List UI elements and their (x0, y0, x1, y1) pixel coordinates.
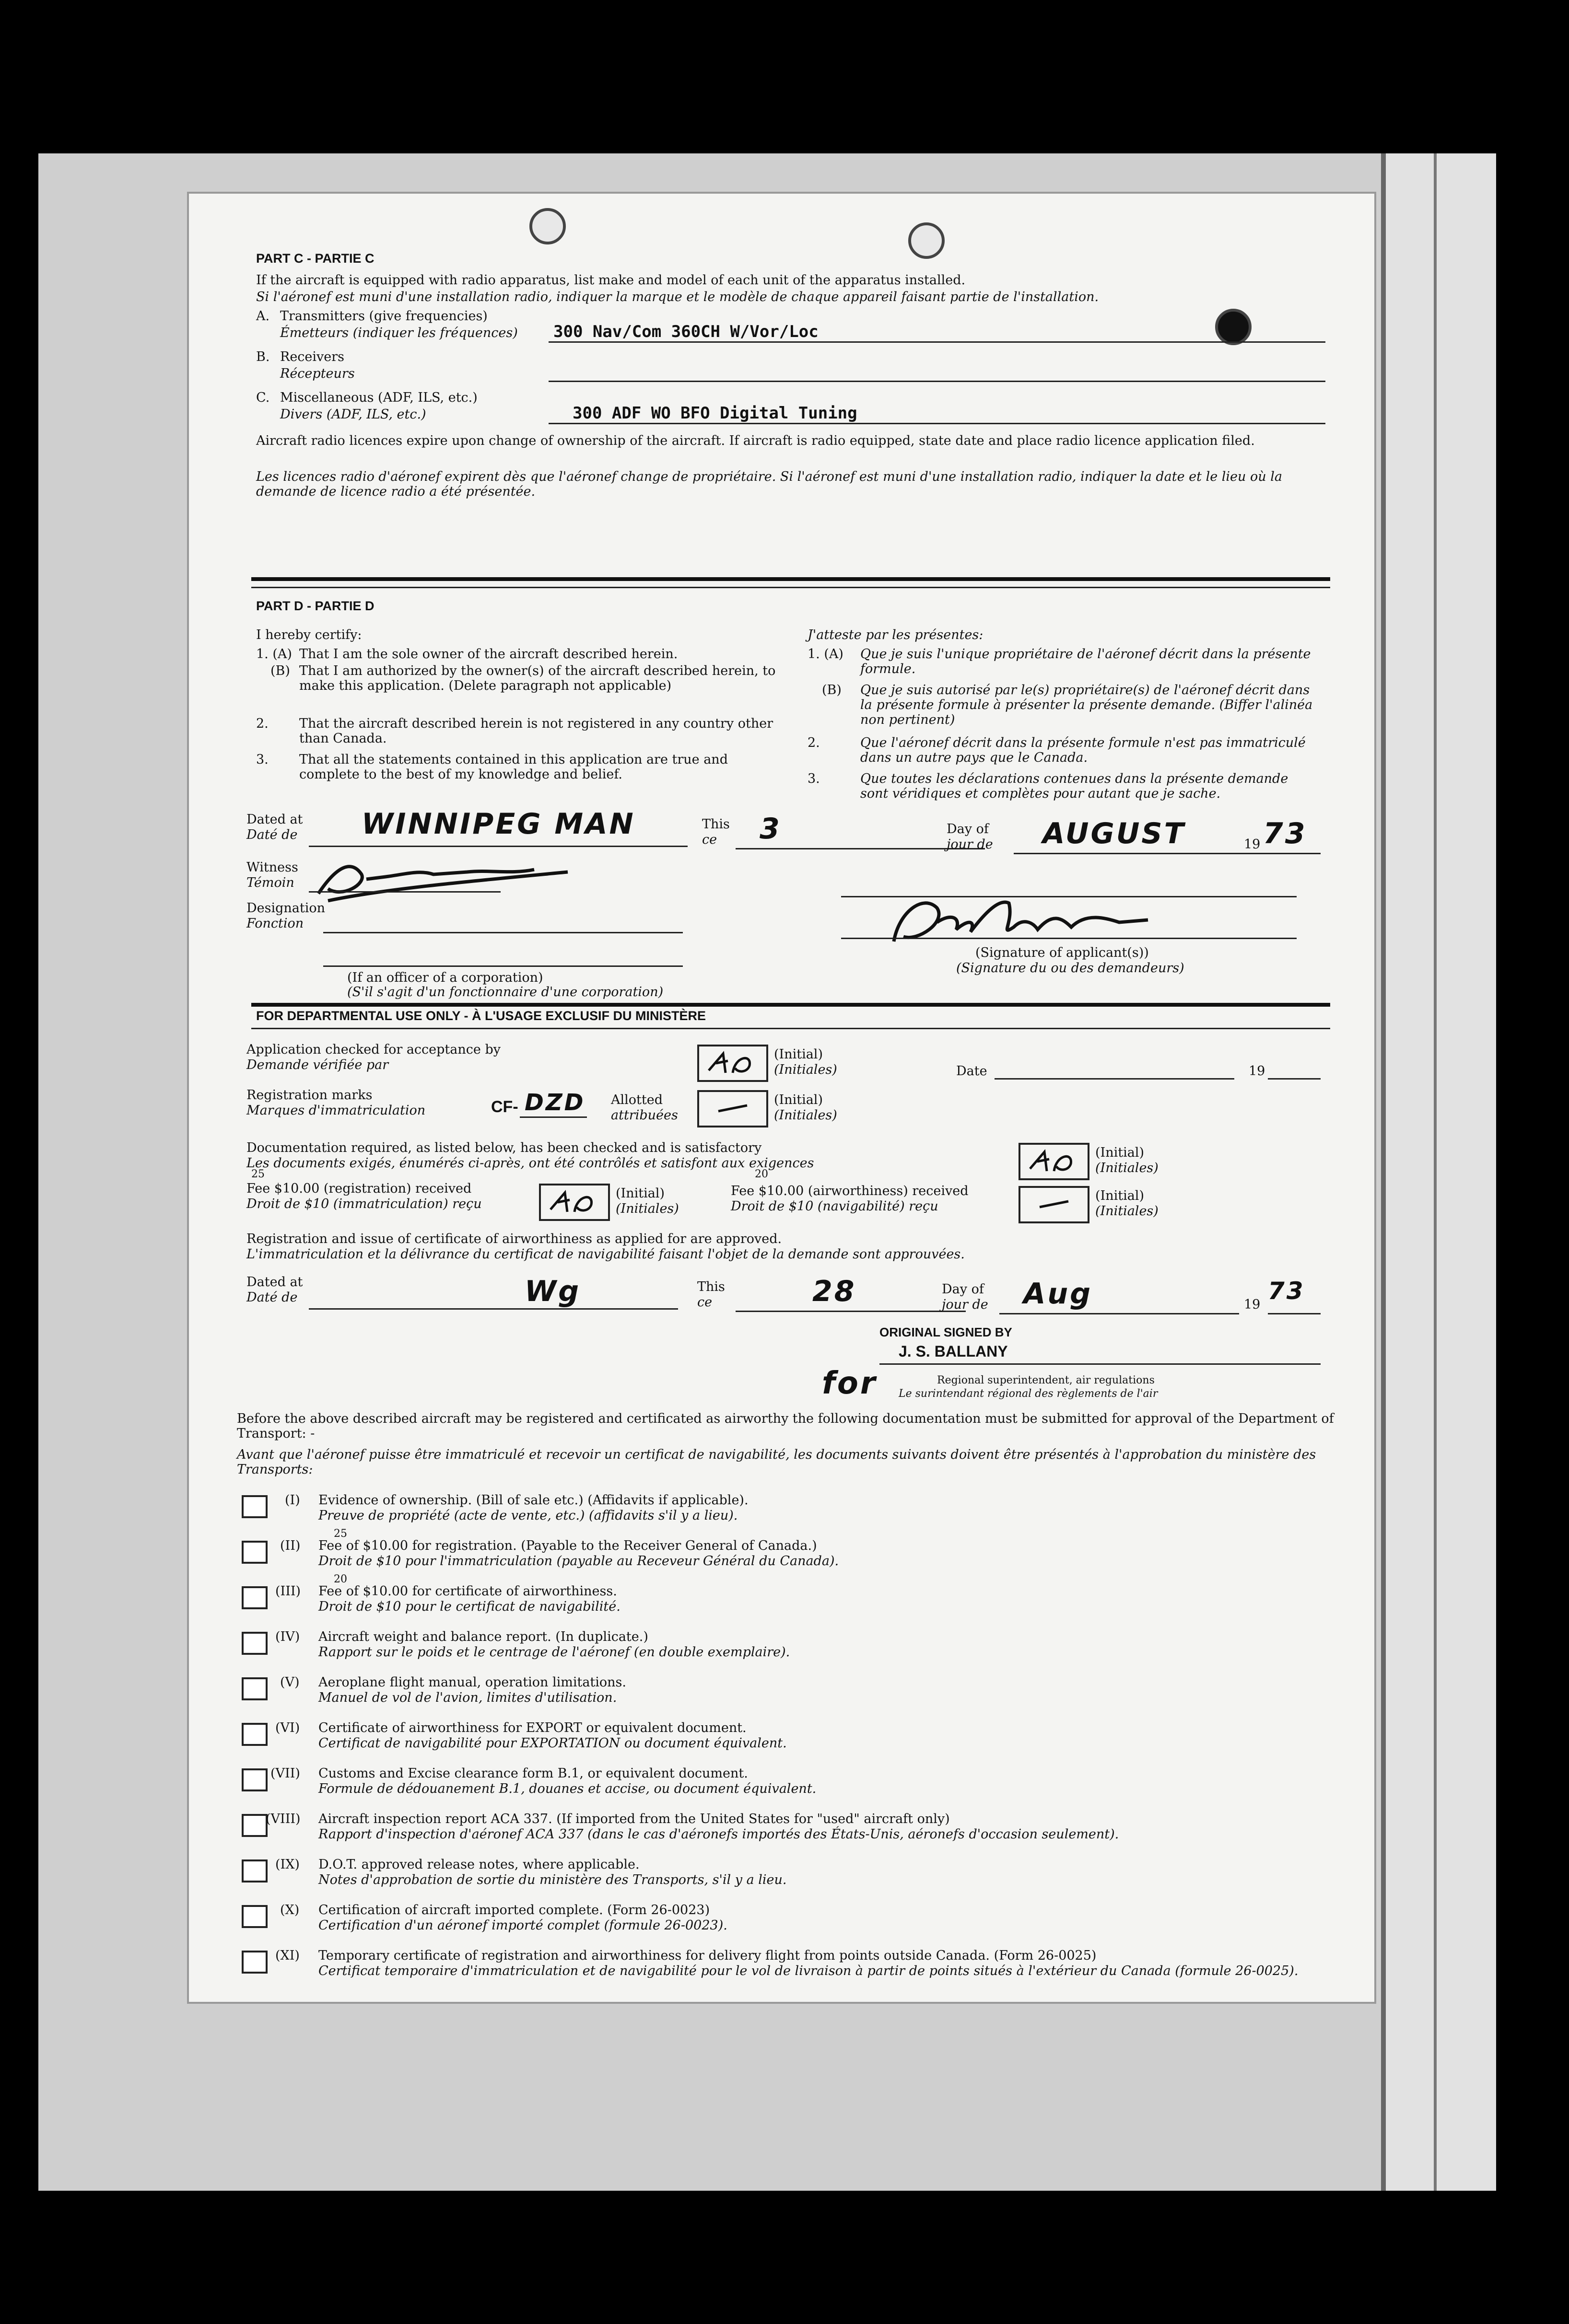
doc-en-viii: Aircraft inspection report ACA 337. (If imported from the United States for "used" aircraft only) (318, 1812, 950, 1826)
initial-label-en: (Initial) (774, 1092, 823, 1107)
cert-fr-1: Que je suis l'unique propriétaire de l'aéronef décrit dans la présente formule. (860, 647, 1311, 676)
transmitters-label-fr: Émetteurs (indiquer les fréquences) (280, 325, 518, 340)
doc-en-iii: Fee of $10.00 for certificate of airworthiness. (318, 1584, 617, 1599)
designation-label-en: Designation (246, 901, 326, 916)
fee-reg-label-en: Fee $10.00 (registration) received (246, 1181, 472, 1196)
misc-value: 300 ADF WO BFO Digital Tuning (573, 404, 857, 423)
doc-checkbox-v[interactable] (242, 1677, 268, 1700)
reg-prefix: CF- (491, 1098, 518, 1116)
dept-dated-at-fr: Daté de (246, 1290, 298, 1305)
year-prefix: 19 (1244, 837, 1261, 852)
fee-air-label-fr: Droit de $10 (navigabilité) reçu (731, 1199, 938, 1214)
initial-label-fr: (Initiales) (616, 1201, 679, 1216)
dept-dated-at-value: Wg (525, 1275, 581, 1308)
doc-en-ii: Fee of $10.00 for registration. (Payable to the Receiver General of Canada.) (318, 1538, 817, 1553)
receivers-label-fr: Récepteurs (280, 366, 355, 381)
initial-label-fr: (Initiales) (1095, 1204, 1159, 1219)
doc-en-vi: Certificate of airworthiness for EXPORT or equivalent document. (318, 1720, 747, 1735)
month-underline (1014, 853, 1263, 854)
doc-num-viii: (VIII) (266, 1812, 301, 1826)
date-year-underline (1268, 1078, 1321, 1080)
dept-day-of-en: Day of (942, 1282, 984, 1297)
receivers-letter: B. (256, 349, 270, 364)
approval-fr: L'immatriculation et la délivrance du certificat de navigabilité faisant l'objet de la demande sont approuvées. (246, 1247, 965, 1262)
cert-fr-2: Que l'aéronef décrit dans la présente formule n'est pas immatriculé dans un autre pays que le Canada. (860, 735, 1306, 765)
misc-underline (549, 423, 1325, 424)
doc-en-v: Aeroplane flight manual, operation limitations. (318, 1675, 626, 1690)
fee-iii-handwritten: 20 (334, 1573, 347, 1585)
doc-fr-v: Manuel de vol de l'avion, limites d'utilisation. (318, 1690, 617, 1705)
cert-en-2: That the aircraft described herein is not registered in any country other than Canada. (299, 716, 773, 746)
doc-checkbox-iii[interactable] (242, 1586, 268, 1609)
designation-underline-2 (323, 965, 683, 967)
cert-fr-2-num: 2. (808, 735, 820, 750)
signature-underline (841, 938, 1297, 939)
date-underline (995, 1078, 1234, 1080)
initial-label-en: (Initial) (774, 1047, 823, 1062)
cert-fr-1-num: 1. (A) (808, 647, 843, 662)
docs-intro-en: Before the above described aircraft may be registered and certificated as airworthy the following documentation must be submitted for approval of the Department of Transport: - (237, 1411, 1334, 1441)
punch-hole (529, 208, 566, 244)
doc-en-i: Evidence of ownership. (Bill of sale etc.) (Affidavits if applicable). (318, 1493, 749, 1508)
application-form-page (187, 192, 1376, 2004)
initials-handwriting (541, 1185, 608, 1219)
doc-num-ii: (II) (280, 1538, 301, 1553)
stamp-underline (879, 1363, 1321, 1365)
witness-label-en: Witness (246, 860, 298, 875)
dated-at-underline (309, 846, 688, 847)
cert-en-1b: That I am authorized by the owner(s) of the aircraft described herein, to make this application. (Delete paragraph not applicable) (299, 663, 776, 693)
section-divider (251, 1003, 1330, 1007)
witness-signature (309, 855, 577, 908)
dept-dated-at-underline (309, 1308, 678, 1310)
section-divider-thin (251, 587, 1330, 588)
fee-air-handwritten: 20 (755, 1168, 768, 1180)
date-year-prefix: 19 (1249, 1064, 1265, 1079)
dept-year-prefix: 19 (1244, 1297, 1261, 1312)
reg-underline (520, 1116, 587, 1118)
cert-en-2-num: 2. (256, 716, 269, 731)
doc-num-iv: (IV) (275, 1629, 300, 1644)
doc-num-v: (V) (280, 1675, 300, 1690)
doc-num-x: (X) (280, 1903, 300, 1917)
section-divider (251, 577, 1330, 581)
doc-initial-box (1019, 1143, 1089, 1180)
dept-heading-underline (251, 1028, 1330, 1029)
dept-day-of-fr: jour de (942, 1297, 988, 1312)
doc-en-iv: Aircraft weight and balance report. (In duplicate.) (318, 1629, 648, 1644)
certify-en: I hereby certify: (256, 627, 362, 642)
doc-checkbox-i[interactable] (242, 1495, 268, 1518)
year-value: 73 (1263, 817, 1307, 850)
cert-fr-1b: Que je suis autorisé par le(s) propriétaire(s) de l'aéronef décrit dans la présente formule à présenter la présente demande. (Biffer l'alinéa non pertinent) (860, 683, 1313, 727)
month-value: AUGUST (1042, 817, 1186, 850)
app-checked-initial-box (697, 1045, 768, 1082)
certify-fr: J'atteste par les présentes: (808, 627, 984, 642)
doc-en-vii: Customs and Excise clearance form B.1, or equivalent document. (318, 1766, 748, 1781)
misc-label-fr: Divers (ADF, ILS, etc.) (280, 407, 426, 422)
day-of-label-fr: jour de (947, 837, 993, 852)
allotted-initial-box (697, 1090, 768, 1127)
doc-en-xi: Temporary certificate of registration and airworthiness for delivery flight from points outside Canada. (Form 26-0025) (318, 1948, 1097, 1963)
misc-letter: C. (256, 390, 270, 405)
this-value: 3 (760, 812, 782, 846)
scan-edge-line (1434, 153, 1437, 2191)
stamp-signer-name: J. S. BALLANY (899, 1343, 1008, 1360)
initial-label-en: (Initial) (1095, 1188, 1144, 1203)
approval-en: Registration and issue of certificate of airworthiness as applied for are approved. (246, 1232, 782, 1246)
dated-at-value: WINNIPEG MAN (362, 807, 635, 841)
doc-fr-i: Preuve de propriété (acte de vente, etc.) (affidavits s'il y a lieu). (318, 1508, 738, 1523)
doc-required-fr: Les documents exigés, énumérés ci-après, ont été contrôlés et satisfont aux exigences (246, 1156, 814, 1171)
licence-note-fr: Les licences radio d'aéronef expirent dès que l'aéronef change de propriétaire. Si l'aéronef est muni d'une installation radio, indiquer la date et le lieu où la demande de licence radio a été présentée. (256, 469, 1282, 499)
app-checked-label-en: Application checked for acceptance by (246, 1042, 501, 1057)
doc-checkbox-vii[interactable] (242, 1768, 268, 1791)
witness-label-fr: Témoin (246, 875, 294, 890)
doc-num-xi: (XI) (275, 1948, 300, 1963)
signature-caption-en: (Signature of applicant(s)) (975, 945, 1149, 960)
doc-num-iii: (III) (275, 1584, 301, 1599)
date-label: Date (956, 1064, 987, 1079)
dated-at-label-en: Dated at (246, 812, 303, 827)
year-underline (1263, 853, 1321, 854)
dept-month-underline (999, 1313, 1239, 1314)
initials-dash (699, 1092, 766, 1126)
part-c-heading: PART C - PARTIE C (256, 251, 375, 266)
cert-en-1-num: 1. (A) (256, 647, 292, 662)
doc-en-x: Certification of aircraft imported complete. (Form 26-0023) (318, 1903, 710, 1917)
dept-this-underline (736, 1311, 966, 1312)
doc-checkbox-ii[interactable] (242, 1541, 268, 1564)
docs-intro-fr: Avant que l'aéronef puisse être immatriculé et recevoir un certificat de navigabilité, les documents suivants doivent être présentés à l'approbation du ministère des Transports: (237, 1447, 1316, 1477)
doc-fr-vi: Certificat de navigabilité pour EXPORTATION ou document équivalent. (318, 1736, 787, 1751)
doc-fr-vii: Formule de dédouanement B.1, douanes et accise, ou document équivalent. (318, 1781, 817, 1796)
designation-label-fr: Fonction (246, 916, 304, 931)
doc-num-vi: (VI) (275, 1720, 300, 1735)
fee-ii-handwritten: 25 (334, 1528, 347, 1540)
reg-marks-label-en: Registration marks (246, 1088, 373, 1103)
doc-checkbox-iv[interactable] (242, 1632, 268, 1655)
stamp-original-signed: ORIGINAL SIGNED BY (879, 1325, 1012, 1339)
cert-en-3: That all the statements contained in this application are true and complete to the best of my knowledge and belief. (299, 752, 728, 782)
allotted-label-fr: attribuées (611, 1108, 678, 1123)
dept-this-value: 28 (812, 1275, 856, 1308)
cert-en-1: That I am the sole owner of the aircraft described herein. (299, 647, 678, 662)
officer-note-en: (If an officer of a corporation) (347, 970, 543, 985)
reg-marks-label-fr: Marques d'immatriculation (246, 1103, 426, 1118)
initial-label-fr: (Initiales) (774, 1062, 837, 1077)
cert-fr-3-num: 3. (808, 771, 820, 786)
doc-en-ix: D.O.T. approved release notes, where applicable. (318, 1857, 640, 1872)
doc-num-ix: (IX) (275, 1857, 300, 1872)
initials-handwriting (699, 1046, 766, 1080)
dept-year-underline (1268, 1313, 1321, 1314)
reg-value: DZD (525, 1089, 585, 1116)
doc-fr-x: Certification d'un aéronef importé complet (formule 26-0023). (318, 1918, 727, 1933)
receivers-label-en: Receivers (280, 349, 345, 364)
doc-required-en: Documentation required, as listed below, has been checked and is satisfactory (246, 1140, 762, 1155)
initial-label-en: (Initial) (1095, 1145, 1144, 1160)
officer-note-fr: (S'il s'agit d'un fonctionnaire d'une corporation) (347, 985, 664, 999)
day-of-label-en: Day of (947, 822, 989, 837)
signature-caption-fr: (Signature du ou des demandeurs) (956, 961, 1184, 976)
part-c-intro-fr: Si l'aéronef est muni d'une installation radio, indiquer la marque et le modèle de chaque appareil faisant partie de l'installation. (256, 290, 1099, 304)
initial-label-en: (Initial) (616, 1186, 665, 1201)
doc-fr-viii: Rapport d'inspection d'aéronef ACA 337 (dans le cas d'aéronefs importés des États-Unis, aéronefs d'occasion seulement). (318, 1827, 1119, 1842)
initial-label-fr: (Initiales) (774, 1108, 837, 1123)
licence-note-en: Aircraft radio licences expire upon change of ownership of the aircraft. If aircraft is radio equipped, state date and place radio licence application filed. (256, 433, 1255, 448)
doc-checkbox-ix[interactable] (242, 1859, 268, 1882)
witness-underline (309, 891, 501, 893)
transmitters-label-en: Transmitters (give frequencies) (280, 309, 488, 324)
dept-this-fr: ce (697, 1295, 713, 1310)
cert-fr-3: Que toutes les déclarations contenues dans la présente demande sont véridiques et complètes pour autant que je sache. (860, 771, 1288, 801)
doc-num-vii: (VII) (270, 1766, 300, 1781)
part-d-heading: PART D - PARTIE D (256, 599, 375, 613)
dept-year-value: 73 (1268, 1277, 1305, 1305)
dept-this-en: This (697, 1279, 725, 1294)
dated-at-label-fr: Daté de (246, 827, 298, 842)
punch-hole (1215, 309, 1252, 345)
fee-reg-handwritten: 25 (251, 1168, 265, 1180)
allotted-label-en: Allotted (611, 1092, 663, 1107)
dept-dated-at-en: Dated at (246, 1275, 303, 1290)
doc-checkbox-viii[interactable] (242, 1814, 268, 1837)
part-c-intro-en: If the aircraft is equipped with radio apparatus, list make and model of each unit of the apparatus installed. (256, 273, 966, 288)
doc-checkbox-x[interactable] (242, 1905, 268, 1928)
receivers-underline (549, 381, 1325, 382)
transmitters-value: 300 Nav/Com 360CH W/Vor/Loc (553, 322, 819, 341)
for-handwritten: for (822, 1366, 878, 1401)
scan-edge-strip (1381, 153, 1496, 2191)
fee-reg-label-fr: Droit de $10 (immatriculation) reçu (246, 1197, 482, 1211)
dept-heading: FOR DEPARTMENTAL USE ONLY - À L'USAGE EXCLUSIF DU MINISTÈRE (256, 1009, 706, 1023)
app-checked-label-fr: Demande vérifiée par (246, 1057, 389, 1072)
fee-air-label-en: Fee $10.00 (airworthiness) received (731, 1184, 969, 1198)
dept-month-value: Aug (1023, 1277, 1093, 1311)
initials-dash (1020, 1188, 1088, 1221)
superintendent-en: Regional superintendent, air regulations (937, 1374, 1155, 1386)
doc-fr-iii: Droit de $10 pour le certificat de navigabilité. (318, 1599, 621, 1614)
cert-en-3-num: 3. (256, 752, 269, 767)
doc-fr-ii: Droit de $10 pour l'immatriculation (payable au Receveur Général du Canada). (318, 1554, 839, 1569)
initials-handwriting (1020, 1145, 1088, 1178)
cert-en-1b-num: (B) (270, 663, 290, 678)
initial-label-fr: (Initiales) (1095, 1161, 1159, 1175)
this-label-en: This (702, 817, 730, 832)
doc-num-i: (I) (285, 1493, 300, 1508)
cert-fr-1b-num: (B) (822, 683, 842, 697)
transmitters-letter: A. (256, 309, 270, 324)
designation-underline (323, 932, 683, 933)
fee-air-initial-box (1019, 1186, 1089, 1223)
doc-fr-iv: Rapport sur le poids et le centrage de l'aéronef (en double exemplaire). (318, 1645, 790, 1660)
doc-fr-xi: Certificat temporaire d'immatriculation et de navigabilité pour le vol de livraison à partir de points situés à l'extérieur du Canada (formule 26-0025). (318, 1964, 1299, 1978)
transmitters-underline (549, 341, 1325, 343)
misc-label-en: Miscellaneous (ADF, ILS, etc.) (280, 390, 478, 405)
fee-reg-initial-box (539, 1184, 610, 1221)
superintendent-fr: Le surintendant régional des règlements de l'air (899, 1388, 1158, 1400)
punch-hole (908, 222, 945, 259)
doc-checkbox-vi[interactable] (242, 1723, 268, 1746)
doc-fr-ix: Notes d'approbation de sortie du ministère des Transports, s'il y a lieu. (318, 1872, 787, 1887)
doc-checkbox-xi[interactable] (242, 1951, 268, 1974)
this-label-fr: ce (702, 832, 717, 847)
